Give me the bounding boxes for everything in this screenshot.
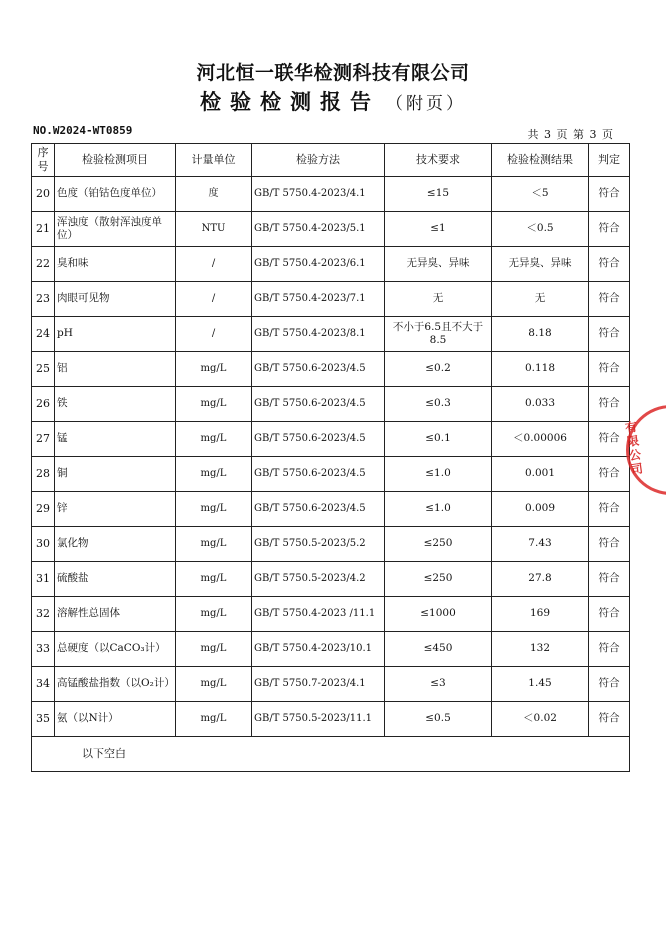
company-seal-text: 有限公司 (624, 419, 644, 477)
row-verdict: 符合 (589, 457, 630, 492)
row-requirement: ≤0.1 (385, 422, 492, 457)
row-no: 29 (32, 492, 55, 527)
row-method: GB/T 5750.6-2023/4.5 (252, 457, 385, 492)
row-item: 氯化物 (55, 527, 176, 562)
row-method: GB/T 5750.6-2023/4.5 (252, 422, 385, 457)
row-method: GB/T 5750.4-2023/5.1 (252, 212, 385, 247)
row-unit: mg/L (176, 492, 252, 527)
row-unit: 度 (176, 177, 252, 212)
row-unit: mg/L (176, 702, 252, 737)
row-item: 总硬度（以CaCO₃计） (55, 632, 176, 667)
table-row (32, 527, 630, 562)
row-method: GB/T 5750.4-2023 /11.1 (252, 597, 385, 632)
row-no: 25 (32, 352, 55, 387)
row-result: 8.18 (492, 317, 589, 352)
row-verdict: 符合 (589, 667, 630, 702)
row-verdict: 符合 (589, 352, 630, 387)
row-unit: NTU (176, 212, 252, 247)
row-requirement: ≤0.5 (385, 702, 492, 737)
row-method: GB/T 5750.4-2023/10.1 (252, 632, 385, 667)
row-result: 无异臭、异味 (492, 247, 589, 282)
row-item: 铜 (55, 457, 176, 492)
row-requirement: ≤0.3 (385, 387, 492, 422)
row-item: 浑浊度（散射浑浊度单位） (55, 212, 176, 247)
row-method: GB/T 5750.4-2023/4.1 (252, 177, 385, 212)
row-result: 27.8 (492, 562, 589, 597)
row-method: GB/T 5750.5-2023/4.2 (252, 562, 385, 597)
row-item: 锌 (55, 492, 176, 527)
row-unit: mg/L (176, 457, 252, 492)
row-item: 高锰酸盐指数（以O₂计） (55, 667, 176, 702)
row-item: 锰 (55, 422, 176, 457)
row-item: 臭和味 (55, 247, 176, 282)
row-result: ＜0.02 (492, 702, 589, 737)
row-requirement: 不小于6.5且不大于8.5 (385, 317, 492, 352)
row-no: 27 (32, 422, 55, 457)
blank-note: 以下空白 (32, 737, 630, 772)
row-item: 铝 (55, 352, 176, 387)
row-verdict: 符合 (589, 702, 630, 737)
table-row (32, 492, 630, 527)
row-verdict: 符合 (589, 177, 630, 212)
row-unit: / (176, 282, 252, 317)
report-title-row (0, 86, 666, 116)
report-title: 检验检测报告 (200, 90, 380, 114)
report-number: NO.W2024-WT0859 (33, 124, 133, 137)
row-method: GB/T 5750.5-2023/5.2 (252, 527, 385, 562)
row-no: 31 (32, 562, 55, 597)
row-no: 35 (32, 702, 55, 737)
row-unit: mg/L (176, 562, 252, 597)
row-verdict: 符合 (589, 492, 630, 527)
table-row (32, 457, 630, 492)
table-row (32, 317, 630, 352)
row-item: 肉眼可见物 (55, 282, 176, 317)
row-unit: mg/L (176, 667, 252, 702)
company-name: 河北恒一联华检测科技有限公司 (196, 62, 470, 84)
row-requirement: ≤0.2 (385, 352, 492, 387)
row-verdict: 符合 (589, 597, 630, 632)
row-verdict: 符合 (589, 317, 630, 352)
col-header-no: 序号 (32, 144, 55, 177)
row-method: GB/T 5750.6-2023/4.5 (252, 492, 385, 527)
row-no: 32 (32, 597, 55, 632)
row-requirement: 无 (385, 282, 492, 317)
row-no: 28 (32, 457, 55, 492)
row-no: 30 (32, 527, 55, 562)
row-verdict: 符合 (589, 422, 630, 457)
row-verdict: 符合 (589, 562, 630, 597)
row-no: 22 (32, 247, 55, 282)
table-header-row (32, 144, 630, 177)
row-no: 33 (32, 632, 55, 667)
row-no: 24 (32, 317, 55, 352)
table-row (32, 282, 630, 317)
row-result: ＜0.5 (492, 212, 589, 247)
row-no: 34 (32, 667, 55, 702)
col-header-requirement: 技术要求 (385, 144, 492, 177)
row-requirement: ≤250 (385, 527, 492, 562)
row-unit: mg/L (176, 352, 252, 387)
table-row (32, 247, 630, 282)
row-method: GB/T 5750.5-2023/11.1 (252, 702, 385, 737)
table-row (32, 562, 630, 597)
col-header-unit: 计量单位 (176, 144, 252, 177)
row-requirement: ≤1 (385, 212, 492, 247)
row-unit: / (176, 247, 252, 282)
table-row (32, 632, 630, 667)
col-header-method: 检验方法 (252, 144, 385, 177)
report-subtitle: （附页） (386, 94, 466, 114)
row-verdict: 符合 (589, 282, 630, 317)
col-header-item: 检验检测项目 (55, 144, 176, 177)
row-verdict: 符合 (589, 527, 630, 562)
row-item: pH (55, 317, 176, 352)
row-requirement: ≤250 (385, 562, 492, 597)
table-row (32, 702, 630, 737)
row-unit: mg/L (176, 632, 252, 667)
row-method: GB/T 5750.6-2023/4.5 (252, 387, 385, 422)
row-item: 硫酸盐 (55, 562, 176, 597)
results-table (31, 143, 630, 772)
blank-row (32, 737, 630, 772)
row-method: GB/T 5750.7-2023/4.1 (252, 667, 385, 702)
row-result: 0.118 (492, 352, 589, 387)
row-item: 氨（以N计） (55, 702, 176, 737)
page-info: 共 3 页 第 3 页 (527, 128, 614, 141)
col-header-result: 检验检测结果 (492, 144, 589, 177)
row-no: 21 (32, 212, 55, 247)
row-requirement: ≤1000 (385, 597, 492, 632)
row-unit: / (176, 317, 252, 352)
row-verdict: 符合 (589, 632, 630, 667)
row-unit: mg/L (176, 387, 252, 422)
row-result: 132 (492, 632, 589, 667)
table-row (32, 667, 630, 702)
row-method: GB/T 5750.4-2023/8.1 (252, 317, 385, 352)
row-method: GB/T 5750.4-2023/6.1 (252, 247, 385, 282)
table-row (32, 352, 630, 387)
row-no: 20 (32, 177, 55, 212)
table-row (32, 177, 630, 212)
row-verdict: 符合 (589, 247, 630, 282)
row-requirement: ≤1.0 (385, 492, 492, 527)
row-item: 铁 (55, 387, 176, 422)
row-result: 169 (492, 597, 589, 632)
row-requirement: ≤1.0 (385, 457, 492, 492)
row-result: 7.43 (492, 527, 589, 562)
row-unit: mg/L (176, 527, 252, 562)
row-method: GB/T 5750.4-2023/7.1 (252, 282, 385, 317)
row-no: 23 (32, 282, 55, 317)
row-verdict: 符合 (589, 387, 630, 422)
row-requirement: ≤450 (385, 632, 492, 667)
table-row (32, 597, 630, 632)
row-result: 0.009 (492, 492, 589, 527)
row-requirement: ≤3 (385, 667, 492, 702)
row-no: 26 (32, 387, 55, 422)
table-row (32, 387, 630, 422)
row-requirement: ≤15 (385, 177, 492, 212)
table-row (32, 422, 630, 457)
row-item: 溶解性总固体 (55, 597, 176, 632)
row-result: 0.033 (492, 387, 589, 422)
row-method: GB/T 5750.6-2023/4.5 (252, 352, 385, 387)
row-requirement: 无异臭、异味 (385, 247, 492, 282)
row-result: 0.001 (492, 457, 589, 492)
row-item: 色度（铂钴色度单位） (55, 177, 176, 212)
row-result: 无 (492, 282, 589, 317)
col-header-verdict: 判定 (589, 144, 630, 177)
table-row (32, 212, 630, 247)
row-result: ＜0.00006 (492, 422, 589, 457)
row-result: ＜5 (492, 177, 589, 212)
row-unit: mg/L (176, 597, 252, 632)
row-result: 1.45 (492, 667, 589, 702)
row-verdict: 符合 (589, 212, 630, 247)
row-unit: mg/L (176, 422, 252, 457)
